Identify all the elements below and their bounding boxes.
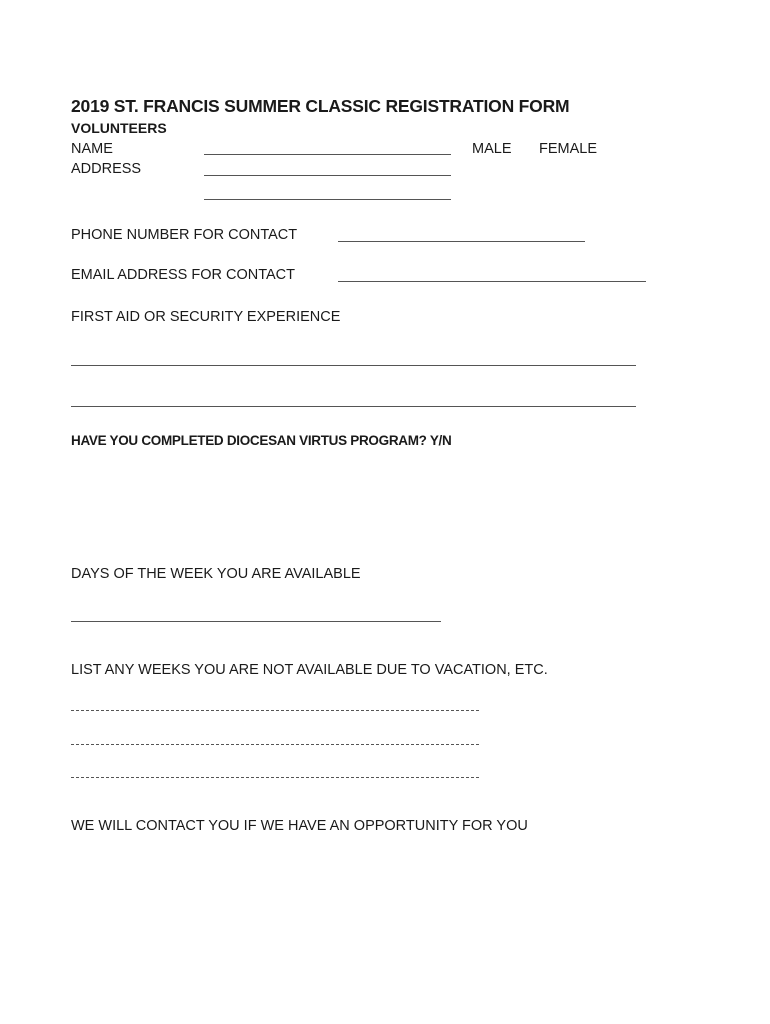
phone-label: PHONE NUMBER FOR CONTACT bbox=[71, 227, 298, 243]
virtus-question: HAVE YOU COMPLETED DIOCESAN VIRTUS PROGRAM? Y/N bbox=[71, 433, 452, 448]
email-label: EMAIL ADDRESS FOR CONTACT bbox=[71, 267, 295, 283]
days-available-label: DAYS OF THE WEEK YOU ARE AVAILABLE bbox=[71, 566, 361, 582]
name-field[interactable] bbox=[204, 154, 451, 155]
phone-field[interactable] bbox=[338, 241, 585, 242]
gender-option-male[interactable]: MALE bbox=[472, 141, 512, 157]
unavailable-weeks-field-line-2[interactable] bbox=[71, 744, 479, 745]
experience-label: FIRST AID OR SECURITY EXPERIENCE bbox=[71, 309, 341, 325]
unavailable-weeks-field-line-1[interactable] bbox=[71, 710, 479, 711]
experience-field-line-2[interactable] bbox=[71, 406, 636, 407]
address-field-line-2[interactable] bbox=[204, 199, 451, 200]
days-available-field[interactable] bbox=[71, 621, 441, 622]
unavailable-weeks-label: LIST ANY WEEKS YOU ARE NOT AVAILABLE DUE TO VACATION, ETC. bbox=[71, 662, 548, 678]
footer-note: WE WILL CONTACT YOU IF WE HAVE AN OPPORTUNITY FOR YOU bbox=[71, 818, 528, 834]
form-title: 2019 ST. FRANCIS SUMMER CLASSIC REGISTRATION FORM bbox=[71, 96, 570, 116]
address-field-line-1[interactable] bbox=[204, 175, 451, 176]
email-field[interactable] bbox=[338, 281, 646, 282]
address-label: ADDRESS bbox=[71, 161, 142, 177]
gender-option-female[interactable]: FEMALE bbox=[539, 141, 598, 157]
name-label: NAME bbox=[71, 141, 113, 157]
form-subtitle: VOLUNTEERS bbox=[71, 120, 167, 136]
unavailable-weeks-field-line-3[interactable] bbox=[71, 777, 479, 778]
experience-field-line-1[interactable] bbox=[71, 365, 636, 366]
